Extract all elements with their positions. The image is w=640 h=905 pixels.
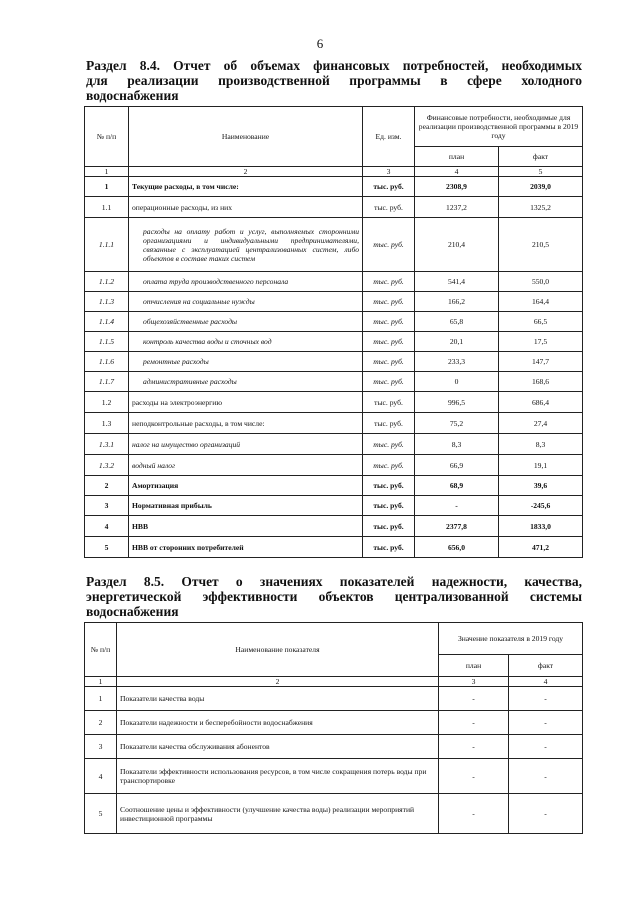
row-fact: 471,2 [499,537,583,558]
table-row [85,272,583,292]
row-unit: тыс. руб. [363,332,415,352]
row-unit: тыс. руб. [363,177,415,197]
table-row [85,312,583,332]
row-num: 2 [85,711,117,735]
row-fact: 17,5 [499,332,583,352]
row-plan: 68,9 [415,476,499,496]
row-plan: - [439,711,509,735]
row-plan: 996,5 [415,392,499,413]
row-fact: - [509,759,583,794]
table-row [85,413,583,434]
row-num: 1.3 [85,413,129,434]
table-row [85,292,583,312]
row-name: Амортизация [129,476,363,496]
row-unit: тыс. руб. [363,292,415,312]
row-plan: 2308,9 [415,177,499,197]
title-line: водоснабжения [86,88,179,103]
row-name: операционные расходы, из них [129,197,363,218]
table-row [85,687,583,711]
row-fact: 27,4 [499,413,583,434]
column-index-row [85,167,583,177]
row-unit: тыс. руб. [363,434,415,455]
row-num: 1 [85,177,129,197]
row-unit: тыс. руб. [363,372,415,392]
section-8-4-title [86,58,582,103]
row-name: оплата труда производственного персонала [129,272,363,292]
row-name: НВВ от сторонних потребителей [129,537,363,558]
header-plan: план [439,655,509,677]
row-num: 5 [85,794,117,834]
table-row [85,476,583,496]
row-name: общехозяйственные расходы [129,312,363,332]
row-plan: 656,0 [415,537,499,558]
row-num: 1.1.1 [85,218,129,272]
row-unit: тыс. руб. [363,476,415,496]
row-plan: 233,3 [415,352,499,372]
header-financial-needs: Финансовые потребности, необходимые для реализации производственной программы в 2019 году [415,107,583,147]
row-num: 3 [85,496,129,516]
row-name: Текущие расходы, в том числе: [129,177,363,197]
row-name: НВВ [129,516,363,537]
row-fact: 210,5 [499,218,583,272]
title-line: водоснабжения [86,604,179,619]
index-cell: 4 [415,167,499,177]
index-cell: 3 [363,167,415,177]
row-fact: - [509,794,583,834]
row-num: 3 [85,735,117,759]
row-plan: 166,2 [415,292,499,312]
index-cell: 3 [439,677,509,687]
index-cell: 5 [499,167,583,177]
row-name: Соотношение цены и эффективности (улучшение качества воды) реализации мероприятий инвестиционной программы [117,794,439,834]
row-plan: 75,2 [415,413,499,434]
header-fact: факт [499,147,583,167]
row-name: административные расходы [129,372,363,392]
row-unit: тыс. руб. [363,312,415,332]
row-plan: - [439,759,509,794]
row-fact: 168,6 [499,372,583,392]
row-num: 1.3.2 [85,455,129,476]
row-fact: - [509,687,583,711]
title-line: для реализации производственной программы в сфере холодного [86,73,582,88]
header-fact: факт [509,655,583,677]
row-plan: - [439,794,509,834]
table-row [85,455,583,476]
table-row [85,434,583,455]
row-fact: - [509,735,583,759]
row-num: 1.1.5 [85,332,129,352]
row-unit: тыс. руб. [363,496,415,516]
row-unit: тыс. руб. [363,537,415,558]
table-row [85,197,583,218]
row-plan: 2377,8 [415,516,499,537]
table-row [85,372,583,392]
row-name: неподконтрольные расходы, в том числе: [129,413,363,434]
row-num: 5 [85,537,129,558]
row-plan: 210,4 [415,218,499,272]
row-unit: тыс. руб. [363,392,415,413]
row-fact: 2039,0 [499,177,583,197]
row-num: 1.1.3 [85,292,129,312]
row-name: расходы на электроэнергию [129,392,363,413]
row-name: отчисления на социальные нужды [129,292,363,312]
row-name: ремонтные расходы [129,352,363,372]
row-num: 1.1.6 [85,352,129,372]
row-plan: 65,8 [415,312,499,332]
table-row [85,332,583,352]
row-num: 1.1.7 [85,372,129,392]
row-fact: 8,3 [499,434,583,455]
table-row [85,759,583,794]
index-cell: 2 [117,677,439,687]
row-name: расходы на оплату работ и услуг, выполняемых сторонними организациями и индивидуальными предпринимателями, связанные с эксплуатацией централизованных систем, либо объектов в составе таких систем [129,218,363,272]
row-unit: тыс. руб. [363,413,415,434]
title-line: Раздел 8.4. Отчет об объемах финансовых потребностей, необходимых [86,58,582,73]
row-plan: 0 [415,372,499,392]
row-plan: - [439,735,509,759]
row-unit: тыс. руб. [363,272,415,292]
row-fact: 686,4 [499,392,583,413]
financial-needs-table [84,106,583,558]
row-plan: 1237,2 [415,197,499,218]
row-fact: 1325,2 [499,197,583,218]
table-row [85,496,583,516]
table-row [85,735,583,759]
row-name: водный налог [129,455,363,476]
index-cell: 2 [129,167,363,177]
header-name: Наименование [129,107,363,167]
row-fact: 19,1 [499,455,583,476]
row-fact: 164,4 [499,292,583,312]
row-fact: 1833,0 [499,516,583,537]
row-num: 4 [85,759,117,794]
row-num: 1.1.2 [85,272,129,292]
index-cell: 4 [509,677,583,687]
table-row [85,392,583,413]
row-name: Показатели качества обслуживания абонентов [117,735,439,759]
table-row [85,794,583,834]
row-plan: 541,4 [415,272,499,292]
header-num: № п/п [85,623,117,677]
row-plan: 20,1 [415,332,499,352]
row-unit: тыс. руб. [363,516,415,537]
row-num: 1.2 [85,392,129,413]
table-row [85,516,583,537]
row-num: 1.1 [85,197,129,218]
row-num: 1 [85,687,117,711]
index-cell: 1 [85,677,117,687]
row-fact: 66,5 [499,312,583,332]
row-fact: 147,7 [499,352,583,372]
index-cell: 1 [85,167,129,177]
row-unit: тыс. руб. [363,197,415,218]
header-plan: план [415,147,499,167]
row-fact: 550,0 [499,272,583,292]
row-name: контроль качества воды и сточных вод [129,332,363,352]
row-name: Нормативная прибыль [129,496,363,516]
table-row [85,218,583,272]
header-num: № п/п [85,107,129,167]
table-row [85,537,583,558]
row-num: 1.3.1 [85,434,129,455]
row-plan: - [439,687,509,711]
header-value: Значение показателя в 2019 году [439,623,583,655]
table-row [85,352,583,372]
page-number: 6 [316,36,324,51]
section-8-5-title [86,574,582,619]
row-name: налог на имущество организаций [129,434,363,455]
row-fact: - [509,711,583,735]
row-fact: 39,6 [499,476,583,496]
row-fact: -245,6 [499,496,583,516]
row-num: 2 [85,476,129,496]
row-unit: тыс. руб. [363,218,415,272]
row-plan: 8,3 [415,434,499,455]
title-line: энергетической эффективности объектов централизованной системы [86,589,582,604]
column-index-row [85,677,583,687]
row-unit: тыс. руб. [363,455,415,476]
table-row [85,711,583,735]
row-plan: 66,9 [415,455,499,476]
table-row [85,177,583,197]
header-name: Наименование показателя [117,623,439,677]
reliability-indicators-table [84,622,583,834]
row-num: 1.1.4 [85,312,129,332]
row-name: Показатели качества воды [117,687,439,711]
row-plan: - [415,496,499,516]
row-name: Показатели эффективности использования ресурсов, в том числе сокращения потерь воды при транспортировке [117,759,439,794]
title-line: Раздел 8.5. Отчет о значениях показателей надежности, качества, [86,574,582,589]
row-name: Показатели надежности и бесперебойности водоснабжения [117,711,439,735]
row-num: 4 [85,516,129,537]
header-unit: Ед. изм. [363,107,415,167]
row-unit: тыс. руб. [363,352,415,372]
